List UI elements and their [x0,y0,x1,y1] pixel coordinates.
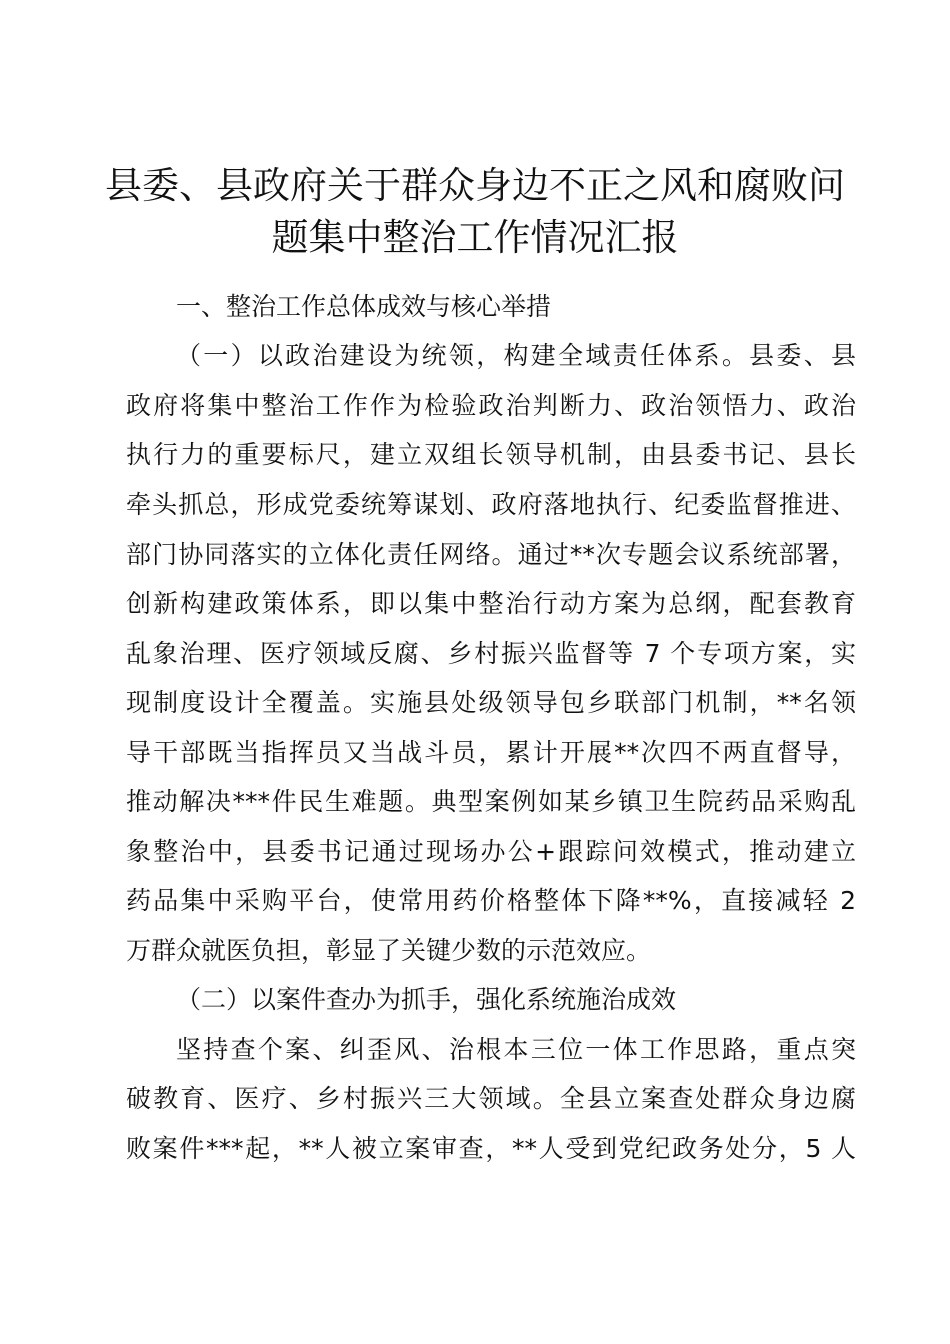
paragraph-line: 部门协同落实的立体化责任网络。通过**次专题会议系统部署， [126,540,856,569]
title-line: 县委、县政府关于群众身边不正之风和腐败问 [105,164,845,207]
subheading: （二）以案件查办为抓手，强化系统施治成效 [176,985,677,1014]
paragraph-line: 创新构建政策体系，即以集中整治行动方案为总纲，配套教育 [126,589,856,618]
paragraph-line: 执行力的重要标尺，建立双组长领导机制，由县委书记、县长 [126,440,856,469]
document-title [100,160,850,264]
title-line: 题集中整治工作情况汇报 [271,216,679,259]
paragraph-line: 现制度设计全覆盖。实施县处级领导包乡联部门机制，**名领 [126,688,856,717]
paragraph-line: （一）以政治建设为统领，构建全域责任体系。县委、县 [176,341,856,370]
paragraph-line: 牵头抓总，形成党委统筹谋划、政府落地执行、纪委监督推进、 [126,490,856,519]
paragraph-line: 推动解决***件民生难题。典型案例如某乡镇卫生院药品采购乱 [126,787,856,816]
paragraph-line: 乱象治理、医疗领域反腐、乡村振兴监督等 7 个专项方案，实 [126,639,856,668]
paragraph-line: 药品集中采购平台，使常用药价格整体下降**%，直接减轻 2 [126,886,856,915]
paragraph-line: 象整治中，县委书记通过现场办公+跟踪问效模式，推动建立 [126,837,856,866]
paragraph-line: 败案件***起，**人被立案审查，**人受到党纪政务处分，5 人 [126,1134,856,1163]
paragraph-line: 坚持查个案、纠歪风、治根本三位一体工作思路，重点突 [176,1035,856,1064]
paragraph-line: 破教育、医疗、乡村振兴三大领域。全县立案查处群众身边腐 [126,1084,856,1113]
paragraph-line: 万群众就医负担，彰显了关键少数的示范效应。 [126,936,652,965]
paragraph-line: 政府将集中整治工作作为检验政治判断力、政治领悟力、政治 [126,391,856,420]
paragraph-line: 导干部既当指挥员又当战斗员，累计开展**次四不两直督导， [126,738,856,767]
section-heading: 一、整治工作总体成效与核心举措 [176,292,552,321]
